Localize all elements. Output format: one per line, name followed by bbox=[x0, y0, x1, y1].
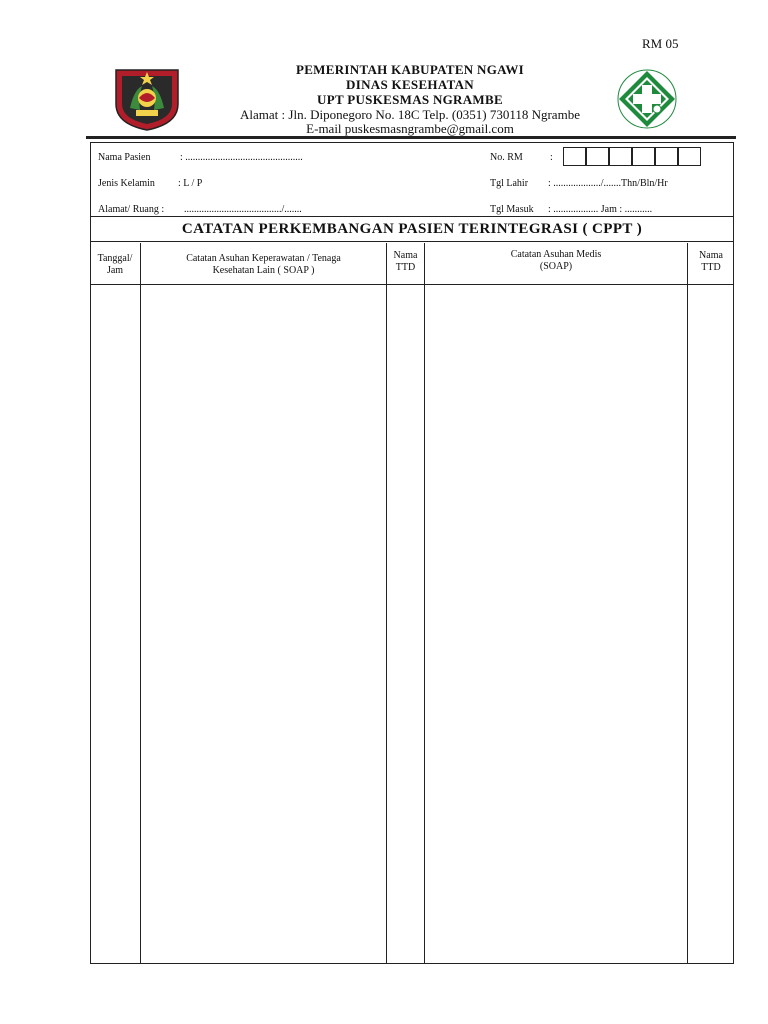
col-header-line: Tanggal/ bbox=[97, 253, 133, 264]
col-header-line: Catatan Asuhan Medis bbox=[510, 249, 602, 260]
header-email: E-mail puskesmasngrambe@gmail.com bbox=[306, 121, 514, 136]
col-header-tanggal-jam bbox=[90, 253, 140, 277]
col-header-line: Nama bbox=[393, 250, 418, 261]
col-header-line: Catatan Asuhan Keperawatan / Tenaga bbox=[186, 253, 341, 264]
no-rm-box[interactable] bbox=[655, 147, 678, 166]
regency-crest-logo bbox=[112, 64, 182, 132]
column-divider bbox=[687, 243, 688, 964]
no-rm-box[interactable] bbox=[609, 147, 632, 166]
column-divider bbox=[424, 243, 425, 964]
no-rm-box[interactable] bbox=[586, 147, 609, 166]
no-rm-box[interactable] bbox=[678, 147, 701, 166]
col-header-line: Nama bbox=[699, 250, 723, 261]
col-header-nama-ttd-2 bbox=[688, 250, 734, 274]
form-title-bar bbox=[90, 216, 734, 242]
form-title: CATATAN PERKEMBANGAN PASIEN TERINTEGRASI ( CPPT ) bbox=[181, 220, 643, 237]
label-alamat-ruang: Alamat/ Ruang : bbox=[98, 204, 165, 215]
table-header-divider bbox=[90, 284, 734, 285]
col-header-catatan-medis bbox=[425, 249, 687, 273]
col-header-catatan-keperawatan bbox=[141, 253, 386, 277]
label-no-rm: No. RM bbox=[490, 152, 523, 163]
col-header-line: Jam bbox=[106, 265, 124, 276]
field-tgl-lahir[interactable]: : .................../.......Thn/Bln/Hr bbox=[548, 178, 668, 189]
field-tgl-masuk[interactable]: : .................. Jam : ........... bbox=[548, 204, 653, 215]
col-header-line: (SOAP) bbox=[539, 261, 573, 272]
col-header-line: Kesehatan Lain ( SOAP ) bbox=[212, 265, 315, 276]
no-rm-separator: : bbox=[550, 152, 553, 163]
column-divider bbox=[140, 243, 141, 964]
col-header-line: TTD bbox=[395, 262, 416, 273]
field-nama-pasien[interactable]: : ............................................... bbox=[180, 152, 303, 163]
header-department: DINAS KESEHATAN bbox=[346, 77, 474, 92]
document-code: RM 05 bbox=[642, 36, 679, 51]
column-divider bbox=[386, 243, 387, 964]
header-government: PEMERINTAH KABUPATEN NGAWI bbox=[295, 62, 525, 77]
label-tgl-lahir: Tgl Lahir bbox=[490, 178, 529, 189]
col-header-line: TTD bbox=[701, 262, 721, 273]
label-jenis-kelamin: Jenis Kelamin bbox=[98, 178, 155, 189]
header-address: Alamat : Jln. Diponegoro No. 18C Telp. (0351) 730118 Ngrambe bbox=[240, 107, 580, 122]
col-header-nama-ttd-1 bbox=[387, 250, 424, 274]
label-nama-pasien: Nama Pasien bbox=[98, 152, 151, 163]
header-divider bbox=[86, 136, 736, 139]
field-alamat-ruang[interactable]: ......................................./....... bbox=[184, 204, 302, 215]
no-rm-box[interactable] bbox=[632, 147, 655, 166]
label-tgl-masuk: Tgl Masuk bbox=[490, 204, 534, 215]
no-rm-box[interactable] bbox=[563, 147, 586, 166]
header-unit: UPT PUSKESMAS NGRAMBE bbox=[317, 92, 503, 107]
field-jenis-kelamin[interactable]: : L / P bbox=[178, 178, 203, 189]
